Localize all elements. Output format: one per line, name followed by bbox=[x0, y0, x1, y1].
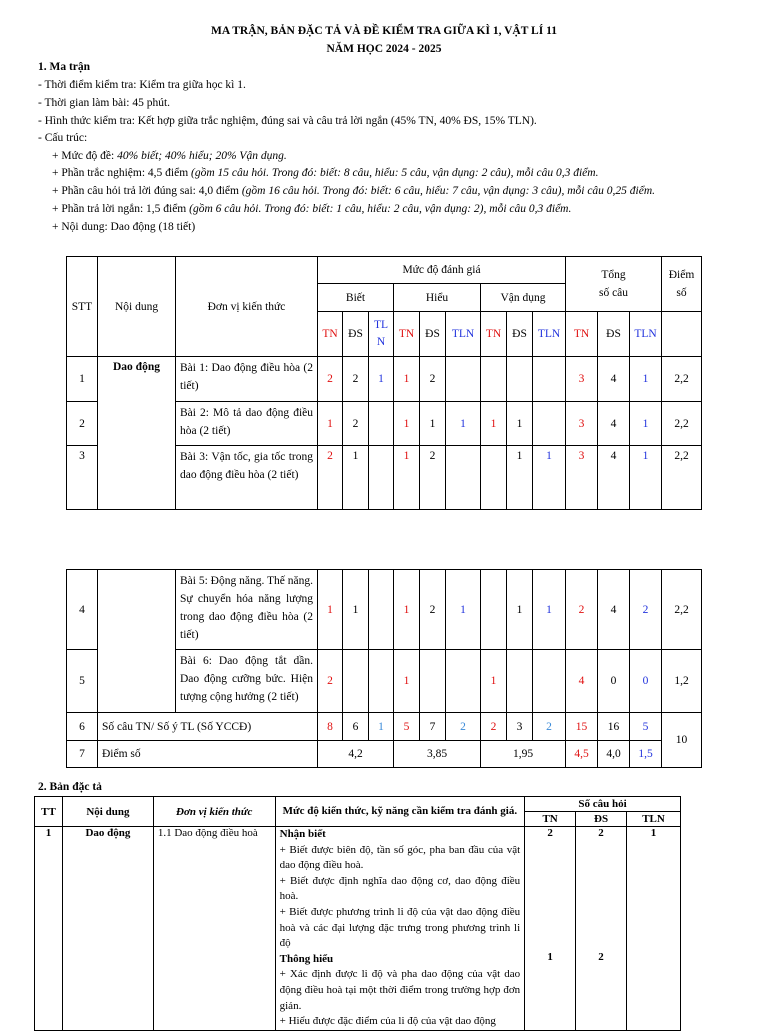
know-title: Nhận biết bbox=[279, 828, 326, 840]
cell: 0 bbox=[598, 650, 630, 713]
unit-cell: Bài 1: Dao động điều hòa (2 tiết) bbox=[176, 357, 318, 402]
cell: 6 bbox=[343, 713, 369, 741]
cell: 4 bbox=[566, 650, 598, 713]
info-multiple-choice: + Phần trắc nghiệm: 4,5 điểm (gồm 15 câu hỏi. Trong đó: biết: 8 câu, hiểu: 5 câu, vận dụng: 2 câu), mỗi câu 0,3 điểm. bbox=[52, 167, 599, 179]
cell-score: 2,2 bbox=[662, 570, 702, 650]
info-structure: - Cấu trúc: bbox=[38, 132, 88, 144]
topic-cell: Dao động bbox=[98, 357, 176, 510]
know-item: + Biết được biên độ, tần số góc, pha ban đầu của vật dao động điều hoà. bbox=[279, 843, 521, 872]
unit-cell: Bài 6: Dao động tắt dần. Dao động cưỡng bức. Hiện tượng cộng hưởng (2 tiết) bbox=[176, 650, 318, 713]
cell: 4 bbox=[598, 357, 630, 402]
row-stt: 5 bbox=[67, 650, 98, 713]
spec-header-count: Số câu hỏi bbox=[525, 797, 681, 812]
unit-cell: Bài 2: Mô tả dao động điều hòa (2 tiết) bbox=[176, 402, 318, 446]
spec-ds-understand: 2 bbox=[598, 951, 604, 963]
cell: 2 bbox=[343, 357, 369, 402]
cell: 1 bbox=[420, 402, 446, 446]
header-ds: ĐS bbox=[507, 312, 533, 357]
cell: 1 bbox=[630, 357, 662, 402]
cell: 4,0 bbox=[598, 741, 630, 768]
know-item: + Biết được định nghĩa dao động cơ, dao động điều hoà. bbox=[279, 874, 521, 903]
row-stt: 1 bbox=[67, 357, 98, 402]
header-apply: Vận dụng bbox=[481, 284, 566, 312]
cell bbox=[446, 446, 481, 510]
header-ds: ĐS bbox=[420, 312, 446, 357]
unit-cell: Bài 5: Động năng. Thế năng. Sự chuyển hóa năng lượng trong dao động điều hòa (2 tiết) bbox=[176, 570, 318, 650]
section-heading-spec: 2. Bản đặc tả bbox=[38, 781, 102, 793]
cell bbox=[533, 650, 566, 713]
header-tln: TLN bbox=[446, 312, 481, 357]
spec-header-tln: TLN bbox=[627, 812, 681, 827]
cell: 1 bbox=[343, 446, 369, 510]
cell-score: 2,2 bbox=[662, 446, 702, 510]
cell: 4 bbox=[598, 402, 630, 446]
info-short-answer: + Phần trả lời ngắn: 1,5 điểm (gồm 6 câu hỏi. Trong đó: biết: 1 câu, hiểu: 2 câu, vận dụng: 2), mỗi câu 0,3 điểm. bbox=[52, 203, 572, 215]
spec-content: Dao động bbox=[62, 827, 153, 1031]
spec-tn-know: 2 bbox=[547, 827, 553, 839]
table-row-count bbox=[67, 713, 702, 741]
cell: 2 bbox=[318, 650, 343, 713]
cell: 1 bbox=[369, 713, 394, 741]
spec-unit: 1.1 Dao động điều hoà bbox=[153, 827, 275, 1031]
cell-score: 1,2 bbox=[662, 650, 702, 713]
cell bbox=[369, 650, 394, 713]
cell: 2 bbox=[630, 570, 662, 650]
spec-ds-know: 2 bbox=[598, 827, 604, 839]
cell: 1 bbox=[481, 650, 507, 713]
spec-tt: 1 bbox=[35, 827, 63, 1031]
spec-header-tn: TN bbox=[525, 812, 576, 827]
info-content: + Nội dung: Dao động (18 tiết) bbox=[52, 221, 196, 233]
cell: 3 bbox=[507, 713, 533, 741]
header-tln: TLN bbox=[630, 312, 662, 357]
cell: 2 bbox=[566, 570, 598, 650]
cell: 3 bbox=[566, 357, 598, 402]
row-stt: 3 bbox=[67, 446, 98, 510]
row-stt: 7 bbox=[67, 741, 98, 768]
cell: 8 bbox=[318, 713, 343, 741]
matrix-table-bottom bbox=[66, 569, 702, 768]
cell: 2 bbox=[446, 713, 481, 741]
cell bbox=[481, 357, 507, 402]
unit-cell: Bài 3: Vận tốc, gia tốc trong dao động điều hòa (2 tiết) bbox=[176, 446, 318, 510]
cell: 1 bbox=[481, 402, 507, 446]
understand-item: + Hiểu được đặc điểm của li độ của vật dao động bbox=[279, 1015, 496, 1028]
table-row bbox=[67, 357, 702, 402]
spec-tln-know: 1 bbox=[650, 827, 657, 839]
info-true-false: + Phần câu hỏi trả lời đúng sai: 4,0 điểm (gồm 16 câu hỏi. Trong đó: biết: 6 câu, hiểu: 7 câu, vận dụng: 3 câu), mỗi câu 0,25 điểm. bbox=[52, 185, 656, 197]
document-title: MA TRẬN, BẢN ĐẶC TẢ VÀ ĐỀ KIỂM TRA GIỮA KÌ 1, VẬT LÍ 11 bbox=[211, 25, 557, 37]
cell bbox=[507, 650, 533, 713]
cell: 2 bbox=[318, 357, 343, 402]
info-level: + Mức độ đề: 40% biết; 40% hiểu; 20% Vận dụng. bbox=[52, 150, 287, 162]
cell: 7 bbox=[420, 713, 446, 741]
cell bbox=[533, 402, 566, 446]
cell: 4,2 bbox=[318, 741, 394, 768]
spec-header-level: Mức độ kiến thức, kỹ năng cần kiểm tra đánh giá. bbox=[275, 797, 525, 827]
cell bbox=[369, 446, 394, 510]
cell: 1 bbox=[446, 402, 481, 446]
table-row bbox=[35, 827, 681, 1031]
understand-title: Thông hiểu bbox=[279, 952, 334, 965]
score-row-label: Điểm số bbox=[98, 741, 318, 768]
cell bbox=[369, 570, 394, 650]
cell bbox=[343, 650, 369, 713]
cell: 1 bbox=[630, 402, 662, 446]
spec-description bbox=[275, 827, 525, 1031]
cell: 2 bbox=[420, 357, 446, 402]
header-score: Điểm số bbox=[662, 257, 702, 312]
header-unit: Đơn vị kiến thức bbox=[176, 257, 318, 357]
cell: 2 bbox=[318, 446, 343, 510]
cell bbox=[481, 570, 507, 650]
cell bbox=[446, 650, 481, 713]
cell: 1,5 bbox=[630, 741, 662, 768]
cell: 2 bbox=[420, 446, 446, 510]
cell: 4 bbox=[598, 446, 630, 510]
spec-ds bbox=[576, 827, 627, 1031]
cell: 2 bbox=[533, 713, 566, 741]
header-tn: TN bbox=[394, 312, 420, 357]
cell bbox=[446, 357, 481, 402]
cell: 0 bbox=[630, 650, 662, 713]
cell-score: 2,2 bbox=[662, 357, 702, 402]
cell: 1 bbox=[394, 650, 420, 713]
know-item: + Biết được phương trình li độ của vật dao động điều hoà và các đại lượng đặc trưng trong phương trình li độ bbox=[279, 905, 521, 950]
header-stt: STT bbox=[67, 257, 98, 357]
table-row bbox=[67, 570, 702, 650]
cell: 3 bbox=[566, 402, 598, 446]
cell: 1 bbox=[318, 402, 343, 446]
cell: 1 bbox=[507, 570, 533, 650]
cell bbox=[481, 446, 507, 510]
cell: 1 bbox=[630, 446, 662, 510]
header-tn: TN bbox=[481, 312, 507, 357]
cell: 1 bbox=[394, 446, 420, 510]
row-stt: 2 bbox=[67, 402, 98, 446]
cell: 1 bbox=[394, 357, 420, 402]
cell: 15 bbox=[566, 713, 598, 741]
spec-header-content: Nội dung bbox=[62, 797, 153, 827]
cell: 1 bbox=[318, 570, 343, 650]
cell: 1 bbox=[394, 570, 420, 650]
cell: 3 bbox=[566, 446, 598, 510]
header-tn: TN bbox=[566, 312, 598, 357]
cell bbox=[507, 357, 533, 402]
cell: 5 bbox=[630, 713, 662, 741]
info-format: - Hình thức kiểm tra: Kết hợp giữa trắc nghiệm, đúng sai và câu trả lời ngắn (45% TN, 40% ĐS, 15% TLN). bbox=[38, 115, 537, 127]
header-content: Nội dung bbox=[98, 257, 176, 357]
row-stt: 6 bbox=[67, 713, 98, 741]
understand-item: + Xác định được li độ và pha dao động của vật dao động điều hoà tại một thời điểm trong trường hợp đơn giản. bbox=[279, 968, 521, 1012]
cell: 1 bbox=[446, 570, 481, 650]
topic-cell-empty bbox=[98, 570, 176, 713]
document-subtitle: NĂM HỌC 2024 - 2025 bbox=[326, 43, 442, 55]
spec-table bbox=[34, 796, 681, 1031]
cell: 4 bbox=[598, 570, 630, 650]
cell: 1 bbox=[533, 446, 566, 510]
spec-header-tt: TT bbox=[35, 797, 63, 827]
header-tln: TL N bbox=[369, 312, 394, 357]
section-heading-matrix: 1. Ma trận bbox=[38, 61, 91, 73]
header-know: Biết bbox=[318, 284, 394, 312]
header-tln: TLN bbox=[533, 312, 566, 357]
header-tn: TN bbox=[318, 312, 343, 357]
cell-score: 2,2 bbox=[662, 402, 702, 446]
spec-header-unit: Đơn vị kiến thức bbox=[153, 797, 275, 827]
header-ds: ĐS bbox=[598, 312, 630, 357]
spec-tln bbox=[627, 827, 681, 1031]
cell: 1 bbox=[343, 570, 369, 650]
matrix-table-top bbox=[66, 256, 702, 510]
cell: 1,95 bbox=[481, 741, 566, 768]
table-row-score bbox=[67, 741, 702, 768]
cell: 5 bbox=[394, 713, 420, 741]
spec-tn-understand: 1 bbox=[547, 951, 553, 963]
cell-total-score: 10 bbox=[662, 713, 702, 768]
cell: 3,85 bbox=[394, 741, 481, 768]
cell: 2 bbox=[420, 570, 446, 650]
cell: 1 bbox=[507, 446, 533, 510]
info-duration: - Thời gian làm bài: 45 phút. bbox=[38, 97, 171, 109]
cell: 2 bbox=[481, 713, 507, 741]
header-ds: ĐS bbox=[343, 312, 369, 357]
cell bbox=[420, 650, 446, 713]
cell: 2 bbox=[343, 402, 369, 446]
info-time-point: - Thời điểm kiểm tra: Kiểm tra giữa học kì 1. bbox=[38, 79, 246, 91]
header-understand: Hiểu bbox=[394, 284, 481, 312]
header-score-empty bbox=[662, 312, 702, 357]
spec-tn bbox=[525, 827, 576, 1031]
cell: 16 bbox=[598, 713, 630, 741]
header-level: Mức độ đánh giá bbox=[318, 257, 566, 284]
header-total: Tổng số câu bbox=[566, 257, 662, 312]
count-row-label: Số câu TN/ Số ý TL (Số YCCĐ) bbox=[98, 713, 318, 741]
cell: 4,5 bbox=[566, 741, 598, 768]
row-stt: 4 bbox=[67, 570, 98, 650]
cell: 1 bbox=[369, 357, 394, 402]
cell bbox=[369, 402, 394, 446]
cell bbox=[533, 357, 566, 402]
cell: 1 bbox=[533, 570, 566, 650]
cell: 1 bbox=[394, 402, 420, 446]
spec-header-ds: ĐS bbox=[576, 812, 627, 827]
cell: 1 bbox=[507, 402, 533, 446]
